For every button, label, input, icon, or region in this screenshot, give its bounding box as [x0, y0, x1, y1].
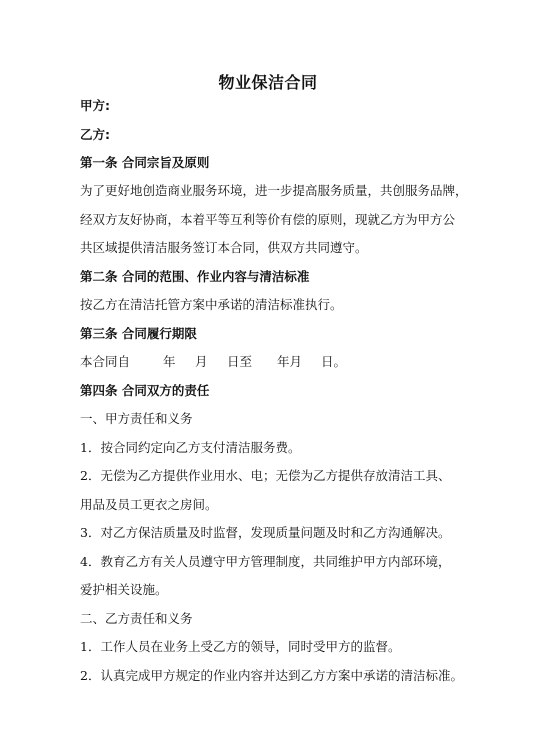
article-4-heading: 第四条 合同双方的责任 — [80, 383, 210, 398]
term-prefix: 本合同自 — [80, 354, 131, 369]
article-1-line: 共区域提供清洁服务签订本合同，供双方共同遵守。 — [80, 240, 368, 255]
term-year-month-2: 年月 — [277, 354, 303, 369]
section-a-item: 2．无偿为乙方提供作业用水、电；无偿为乙方提供存放清洁工具、 — [80, 468, 451, 483]
article-1-line: 为了更好地创造商业服务环境，进一步提高服务质量，共创服务品牌， — [80, 183, 468, 198]
article-1-line: 经双方友好协商，本着平等互利等价有偿的原则，现就乙方为甲方公 — [80, 212, 456, 227]
article-1-heading: 第一条 合同宗旨及原则 — [80, 155, 210, 170]
term-day-2: 日。 — [321, 354, 347, 369]
section-a-heading: 一、甲方责任和义务 — [80, 411, 193, 426]
contract-term-line — [80, 354, 346, 370]
article-3-heading: 第三条 合同履行期限 — [80, 326, 197, 341]
document-title: 物业保洁合同 — [218, 73, 318, 92]
section-b-heading: 二、乙方责任和义务 — [80, 611, 193, 626]
section-b-item: 2．认真完成甲方规定的作业内容并达到乙方方案中承诺的清洁标准。 — [80, 668, 463, 683]
section-a-item: 爱护相关设施。 — [80, 582, 168, 597]
section-a-item: 1．按合同约定向乙方支付清洁服务费。 — [80, 440, 301, 455]
article-2-line: 按乙方在清洁托管方案中承诺的清洁标准执行。 — [80, 297, 343, 312]
section-a-item: 3．对乙方保洁质量及时监督，发现质量问题及时和乙方沟通解决。 — [80, 525, 451, 540]
section-b-item: 1．工作人员在业务上受乙方的领导，同时受甲方的监督。 — [80, 639, 401, 654]
term-year-1: 年 — [163, 354, 176, 369]
party-b-label: 乙方: — [80, 127, 110, 142]
party-a-label: 甲方: — [80, 98, 110, 113]
term-day-to: 日至 — [227, 354, 253, 369]
term-month-1: 月 — [195, 354, 208, 369]
section-a-item: 用品及员工更衣之房间。 — [80, 497, 218, 512]
section-a-item: 4．教育乙方有关人员遵守甲方管理制度，共同维护甲方内部环境， — [80, 554, 451, 569]
article-2-heading: 第二条 合同的范围、作业内容与清洁标准 — [80, 269, 310, 284]
